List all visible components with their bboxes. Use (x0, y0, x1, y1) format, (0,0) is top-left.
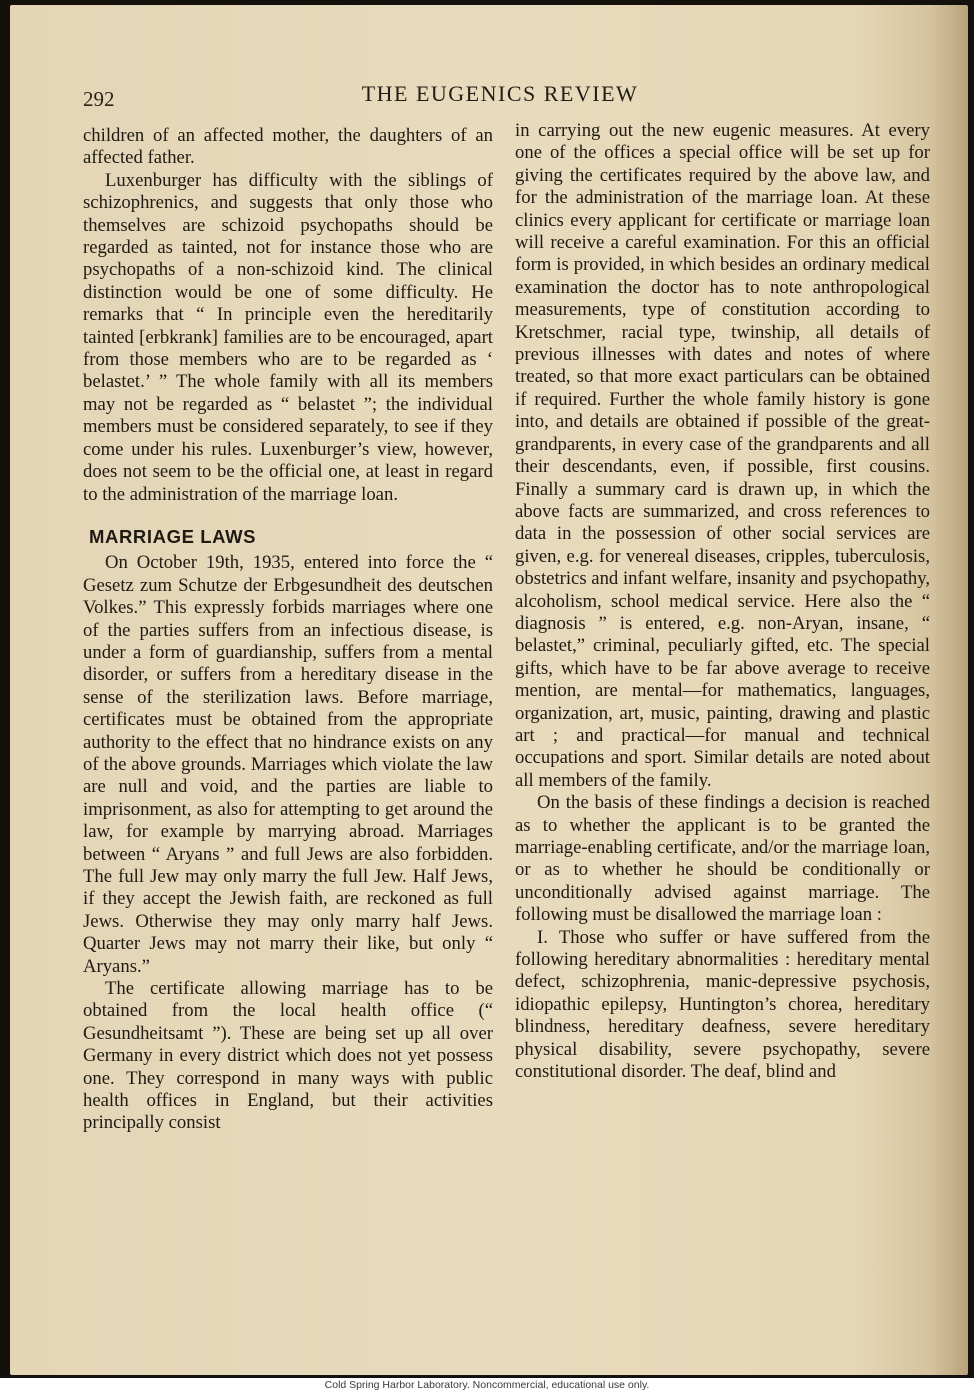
paragraph: I. Those who suffer or have suffered from the following hereditary abnormalities : hereditary mental defect, schizophrenia, manic-depressive psychosis, idiopathic epilepsy, Huntington’s chorea, hereditary blindness, hereditary deafness, severe hereditary physical disability, severe psychopathy, severe constitutional disorder. The deaf, blind and (515, 926, 930, 1083)
attribution-footer: Cold Spring Harbor Laboratory. Noncommercial, educational use only. (0, 1378, 974, 1393)
paragraph: On October 19th, 1935, entered into force the “ Gesetz zum Schutze der Erbgesundheit des deutschen Volkes.” This expressly forbids marriages where one of the parties suffers from an infectious disease, is under a form of guardianship, suffers from a mental disorder, or suffers from a hereditary disease in the sense of the sterilization laws. Before marriage, certificates must be obtained from the appropriate authority to the effect that no hindrance exists on any of the above grounds. Marriages which violate the law are null and void, and the parties are liable to imprisonment, as also for attempting to get around the law, for example by marrying abroad. Marriages between “ Aryans ” and full Jews are also forbidden. The full Jew may only marry the full Jew. Half Jews, if they accept the Jewish faith, are reckoned as full Jews. Otherwise they may only marry half Jews. Quarter Jews may not marry their like, but only “ Aryans.” (83, 552, 493, 977)
journal-page (10, 5, 968, 1375)
paragraph: On the basis of these findings a decision is reached as to whether the applicant is to be granted the marriage-enabling certificate, and/or the marriage loan, or as to whether he should be conditionally or unconditionally advised against marriage. The following must be disallowed the marriage loan : (515, 792, 930, 926)
section-heading: MARRIAGE LAWS (89, 525, 257, 547)
right-column (515, 120, 930, 1083)
paragraph: in carrying out the new eugenic measures. At every one of the offices a special office will be set up for giving the certificates required by the above law, and for the administration of the marriage loan. At these clinics every applicant for certificate or marriage loan will receive a careful examination. For this an official form is provided, in which besides an ordinary medical examination the doctor has to note anthropological measurements, type of constitution according to Kretschmer, racial type, twinship, all details of previous illnesses with dates and notes of where treated, so that more exact particulars can be obtained if required. Further the whole family history is gone into, and details are obtained if possible of the great-grandparents, in every case of the grandparents and all their descendants, even, if possible, first cousins. Finally a summary card is drawn up, in which the above facts are summarized, and cross references to data in the possession of other social services are given, e.g. for venereal diseases, cripples, tuberculosis, obstetrics and infant welfare, insanity and psychopathy, alcoholism, school medical service. Here also the “ diagnosis ” is entered, e.g. non-Aryan, insane, “ belastet,” criminal, peculiarly gifted, etc. The special gifts, which have to be far above average to receive mention, are mental—for mathematics, languages, organization, art, music, painting, drawing and plastic art ; and practical—for manual and technical occupations and sport. Similar details are noted about all members of the family. (515, 120, 930, 791)
paragraph: The certificate allowing marriage has to be obtained from the local health office (“ Gesundheitsamt ”). These are being set up all over Germany in every district which does not yet possess one. They correspond in many ways with public health offices in England, but their activities principally consist (83, 978, 493, 1134)
journal-running-head: THE EUGENICS REVIEW (361, 81, 639, 106)
left-column (83, 125, 493, 1135)
paragraph: Luxenburger has difficulty with the siblings of schizophrenics, and suggests that only those who themselves are schizoid psychopaths should be regarded as tainted, not for instance those who are psychopaths of a non-schizoid kind. The clinical distinction would be one of some difficulty. He remarks that “ In principle even the hereditarily tainted [erbkrank] families are to be encouraged, apart from those members who are to be regarded as ‘ belastet.’ ” The whole family with all its members may not be regarded as “ belastet ”; the individual members must be considered separately, to see if they come under his rules. Luxenburger’s view, however, does not seem to be the official one, at least in regard to the administration of the marriage loan. (83, 169, 493, 505)
paragraph: children of an affected mother, the daughters of an affected father. (83, 125, 493, 169)
page-number: 292 (83, 87, 115, 111)
